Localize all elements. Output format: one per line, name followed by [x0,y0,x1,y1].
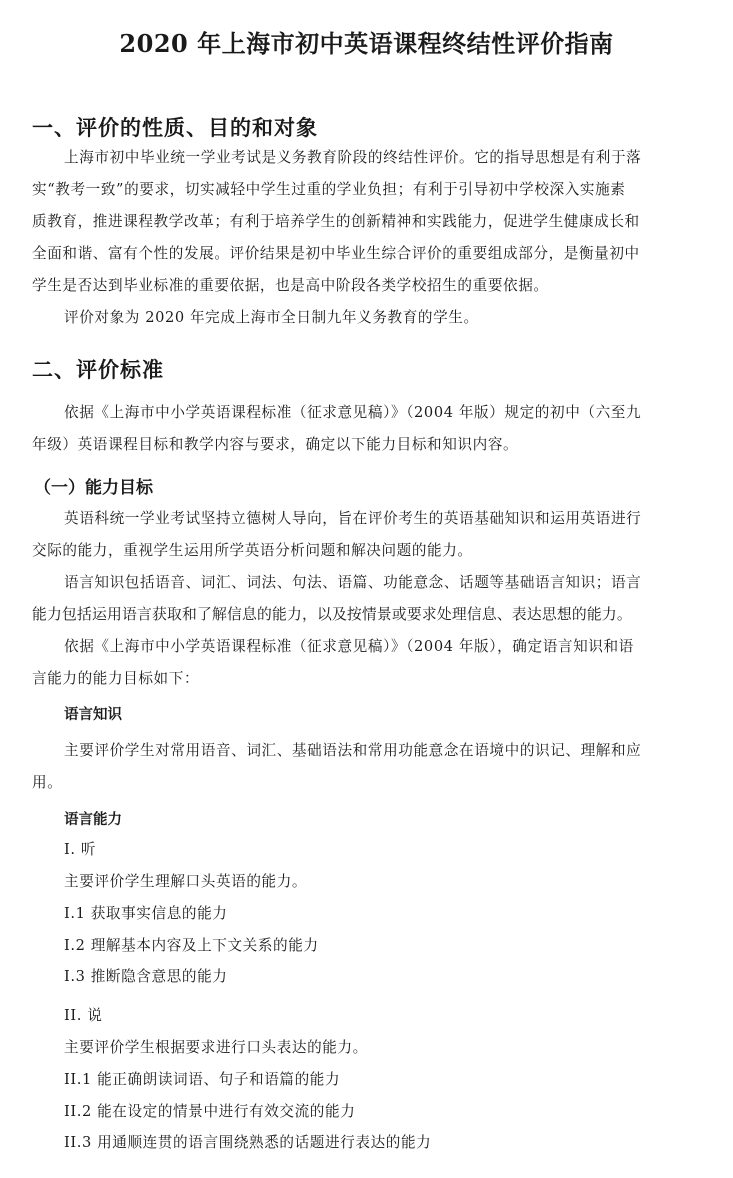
ability-para-1-line-1: 英语科统一学业考试坚持立德树人导向，旨在评价考生的英语基础知识和运用英语进行 [64,510,642,527]
section-1-para-1-line-2: 实“教考一致”的要求，切实减轻中学生过重的学业负担；有利于引导初中学校深入实施素 [32,181,626,198]
speaking-heading: II. 说 [64,1007,103,1024]
ability-para-2-line-1: 语言知识包括语音、词汇、词法、句法、语篇、功能意念、话题等基础语言知识；语言 [64,574,642,591]
ability-para-2-line-2: 能力包括运用语言获取和了解信息的能力，以及按情景或要求处理信息、表达思想的能力。 [32,606,632,623]
section-1-para-1-line-5: 学生是否达到毕业标准的重要依据，也是高中阶段各类学校招生的重要依据。 [32,277,549,294]
language-knowledge-heading: 语言知识 [64,706,122,723]
section-2-heading: 二、评价标准 [32,357,164,382]
section-1-para-1-line-1: 上海市初中毕业统一学业考试是义务教育阶段的终结性评价。它的指导思想是有利于落 [64,149,642,166]
section-2-intro-line-2: 年级）英语课程目标和教学内容与要求，确定以下能力目标和知识内容。 [32,436,519,453]
speaking-item-2: II.2 能在设定的情景中进行有效交流的能力 [64,1103,356,1120]
section-1-para-1-line-4: 全面和谐、富有个性的发展。评价结果是初中毕业生综合评价的重要组成部分，是衡量初中 [32,245,640,262]
section-1-para-1-line-3: 质教育，推进课程教学改革；有利于培养学生的创新精神和实践能力，促进学生健康成长和 [32,213,640,230]
listening-item-3: I.3 推断隐含意思的能力 [64,968,228,985]
ability-para-3-line-1: 依据《上海市中小学英语课程标准（征求意见稿）》（2004 年版），确定语言知识和语 [64,638,634,655]
language-knowledge-line-2: 用。 [32,774,63,791]
speaking-item-1: II.1 能正确朗读词语、句子和语篇的能力 [64,1071,341,1088]
subsection-ability-goals-heading: （一）能力目标 [34,478,153,498]
document-title: 2020 年上海市初中英语课程终结性评价指南 [119,29,614,58]
speaking-desc: 主要评价学生根据要求进行口头表达的能力。 [64,1039,368,1056]
listening-desc: 主要评价学生理解口头英语的能力。 [64,873,308,890]
language-knowledge-line-1: 主要评价学生对常用语音、词汇、基础语法和常用功能意念在语境中的识记、理解和应 [64,742,642,759]
section-1-para-2: 评价对象为 2020 年完成上海市全日制九年义务教育的学生。 [64,309,479,326]
ability-para-3-line-2: 言能力的能力目标如下： [32,670,200,687]
speaking-item-3: II.3 用通顺连贯的语言围绕熟悉的话题进行表达的能力 [64,1134,432,1151]
listening-item-1: I.1 获取事实信息的能力 [64,905,228,922]
ability-para-1-line-2: 交际的能力，重视学生运用所学英语分析问题和解决问题的能力。 [32,542,473,559]
section-1-heading: 一、评价的性质、目的和对象 [32,115,318,140]
language-ability-heading: 语言能力 [64,811,122,828]
listening-item-2: I.2 理解基本内容及上下文关系的能力 [64,937,319,954]
listening-heading: I. 听 [64,841,97,858]
section-2-intro-line-1: 依据《上海市中小学英语课程标准（征求意见稿）》（2004 年版）规定的初中（六至九 [64,404,642,421]
